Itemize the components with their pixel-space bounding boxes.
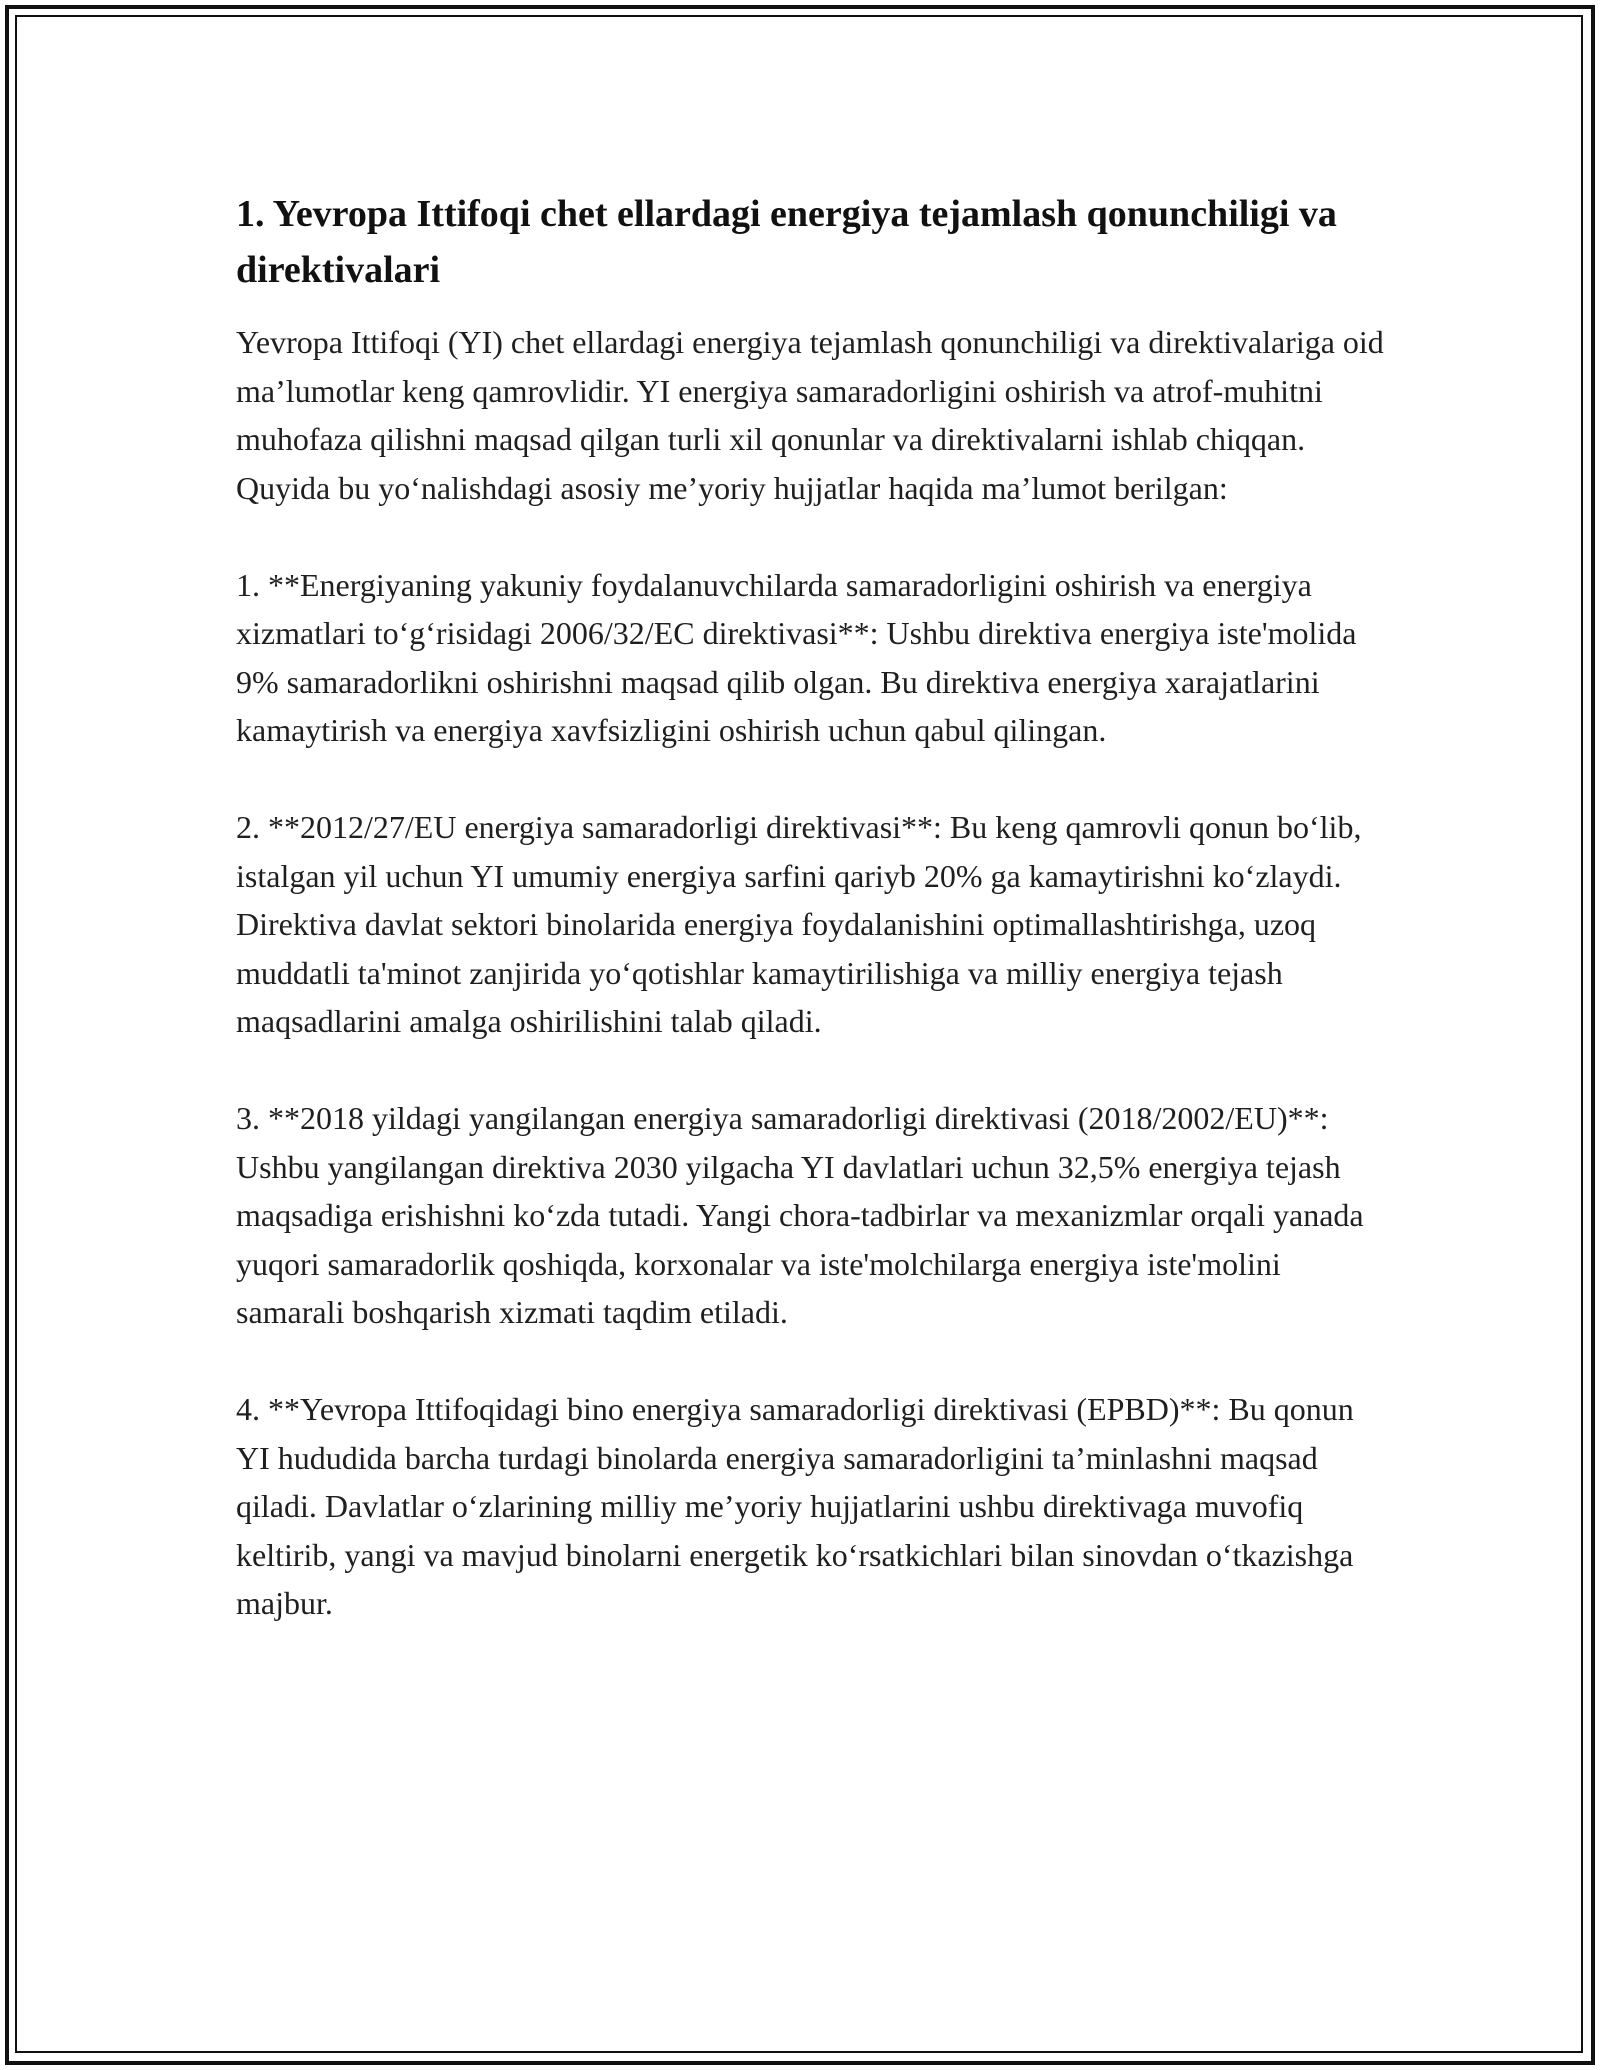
document-title: 1. Yevropa Ittifoqi chet ellardagi energiya tejamlash qonunchiligi va direktivalari <box>236 193 1337 291</box>
directive-item-4: 4. **Yevropa Ittifoqidagi bino energiya samaradorligi direktivasi (EPBD)**: Bu qonun YI hududida barcha turdagi binolarda energiya samaradorligini ta’minlashni maqsad qiladi. Davlatlar o‘zlarining milliy me’yoriy hujjatlarini ushbu direktivaga muvofiq keltirib, yangi va mavjud binolarni energetik ko‘rsatkichlari bilan sinovdan o‘tkazishga majbur. <box>236 1391 1354 1621</box>
directive-item-2: 2. **2012/27/EU energiya samaradorligi direktivasi**: Bu keng qamrovli qonun bo‘lib, istalgan yil uchun YI umumiy energiya sarfini qariyb 20% ga kamaytirishni ko‘zlaydi. Direktiva davlat sektori binolarida energiya foydalanishini optimallashtirishga, uzoq muddatli ta'minot zanjirida yo‘qotishlar kamaytirilishiga va milliy energiya tejash maqsadlarini amalga oshirilishini talab qiladi. <box>236 809 1362 1039</box>
directive-item-1: 1. **Energiyaning yakuniy foydalanuvchilarda samaradorligini oshirish va energiya xizmatlari to‘g‘risidagi 2006/32/EC direktivasi**: Ushbu direktiva energiya iste'molida 9% samaradorlikni oshirishni maqsad qilib olgan. Bu direktiva energiya xarajatlarini kamaytirish va energiya xavfsizligini oshirish uchun qabul qilingan. <box>236 566 1357 748</box>
intro-paragraph: Yevropa Ittifoqi (YI) chet ellardagi energiya tejamlash qonunchiligi va direktivalariga oid ma’lumotlar keng qamrovlidir. YI energiya samaradorligini oshirish va atrof-muhitni muhofaza qilishni maqsad qilgan turli xil qonunlar va direktivalarni ishlab chiqqan. Quyida bu yo‘nalishdagi asosiy me’yoriy hujjatlar haqida ma’lumot berilgan: <box>236 324 1384 506</box>
document-body <box>236 186 1386 1676</box>
directive-item-3: 3. **2018 yildagi yangilangan energiya samaradorligi direktivasi (2018/2002/EU)**: Ushbu yangilangan direktiva 2030 yilgacha YI davlatlari uchun 32,5% energiya tejash maqsadiga erishishni ko‘zda tutadi. Yangi chora-tadbirlar va mexanizmlar orqali yanada yuqori samaradorlik qoshiqda, korxonalar va iste'molchilarga energiya iste'molini samarali boshqarish xizmati taqdim etiladi. <box>236 1100 1364 1330</box>
